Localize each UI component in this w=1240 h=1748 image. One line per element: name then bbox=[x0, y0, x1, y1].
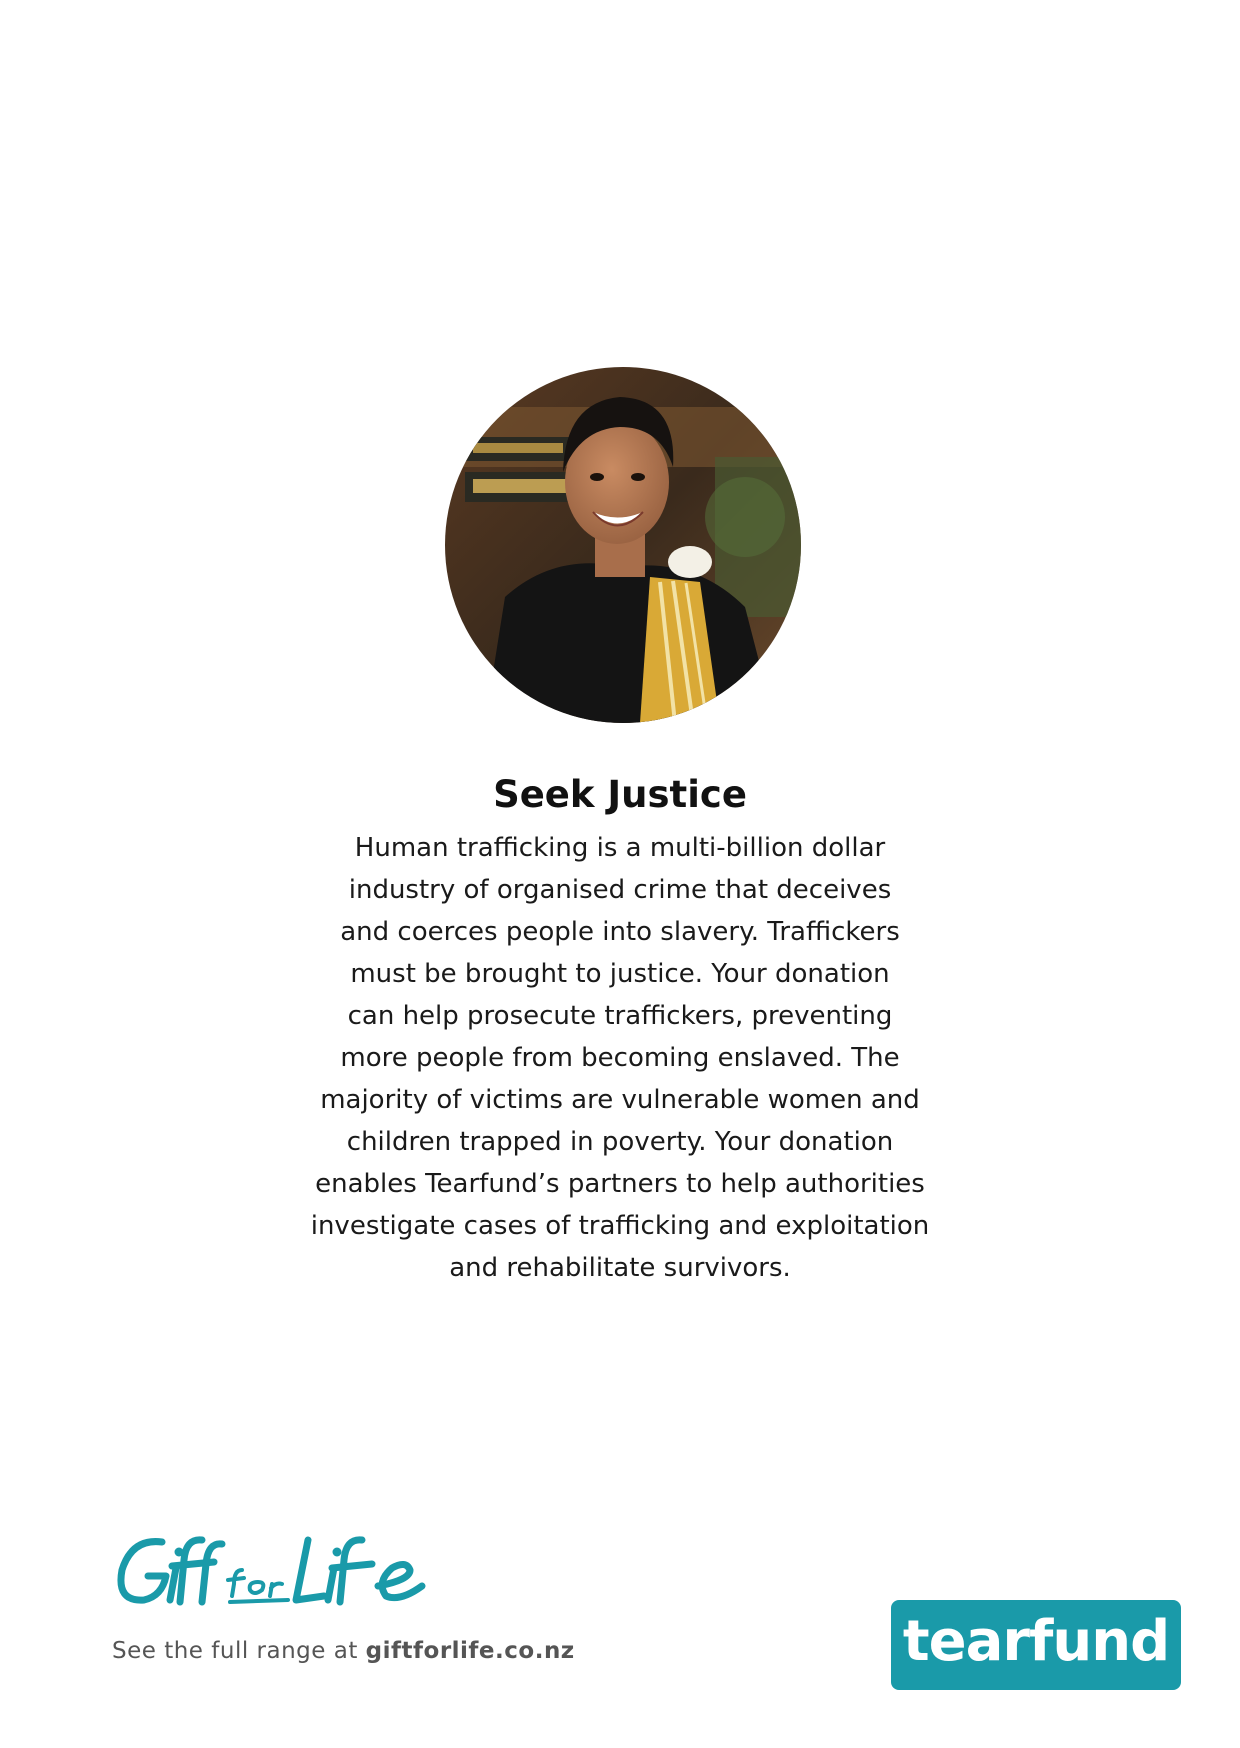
range-prefix: See the full range at bbox=[112, 1638, 366, 1664]
description-line: investigate cases of trafficking and exploitation bbox=[310, 1211, 930, 1241]
gift-for-life-logo bbox=[110, 1530, 430, 1615]
description-text bbox=[0, 827, 1240, 1289]
description-line: industry of organised crime that deceives bbox=[348, 875, 892, 905]
portrait-photo bbox=[445, 367, 801, 723]
tearfund-logo bbox=[891, 1600, 1181, 1690]
description-line: can help prosecute traffickers, preventing bbox=[347, 1001, 893, 1031]
tearfund-logo-text: tearfund bbox=[902, 1609, 1170, 1674]
description-line: must be brought to justice. Your donation bbox=[350, 959, 890, 989]
page-title: Seek Justice bbox=[493, 773, 747, 816]
description-line: majority of victims are vulnerable women and bbox=[320, 1085, 920, 1115]
description-line: Human trafficking is a multi-billion dollar bbox=[354, 833, 886, 863]
description-line: more people from becoming enslaved. The bbox=[340, 1043, 900, 1073]
description-line: and rehabilitate survivors. bbox=[449, 1253, 791, 1283]
description-line: children trapped in poverty. Your donation bbox=[346, 1127, 894, 1157]
website-link[interactable]: giftforlife.co.nz bbox=[365, 1638, 575, 1664]
range-info bbox=[112, 1636, 575, 1666]
description-line: and coerces people into slavery. Traffickers bbox=[340, 917, 900, 947]
description-line: enables Tearfund’s partners to help authorities bbox=[315, 1169, 925, 1199]
